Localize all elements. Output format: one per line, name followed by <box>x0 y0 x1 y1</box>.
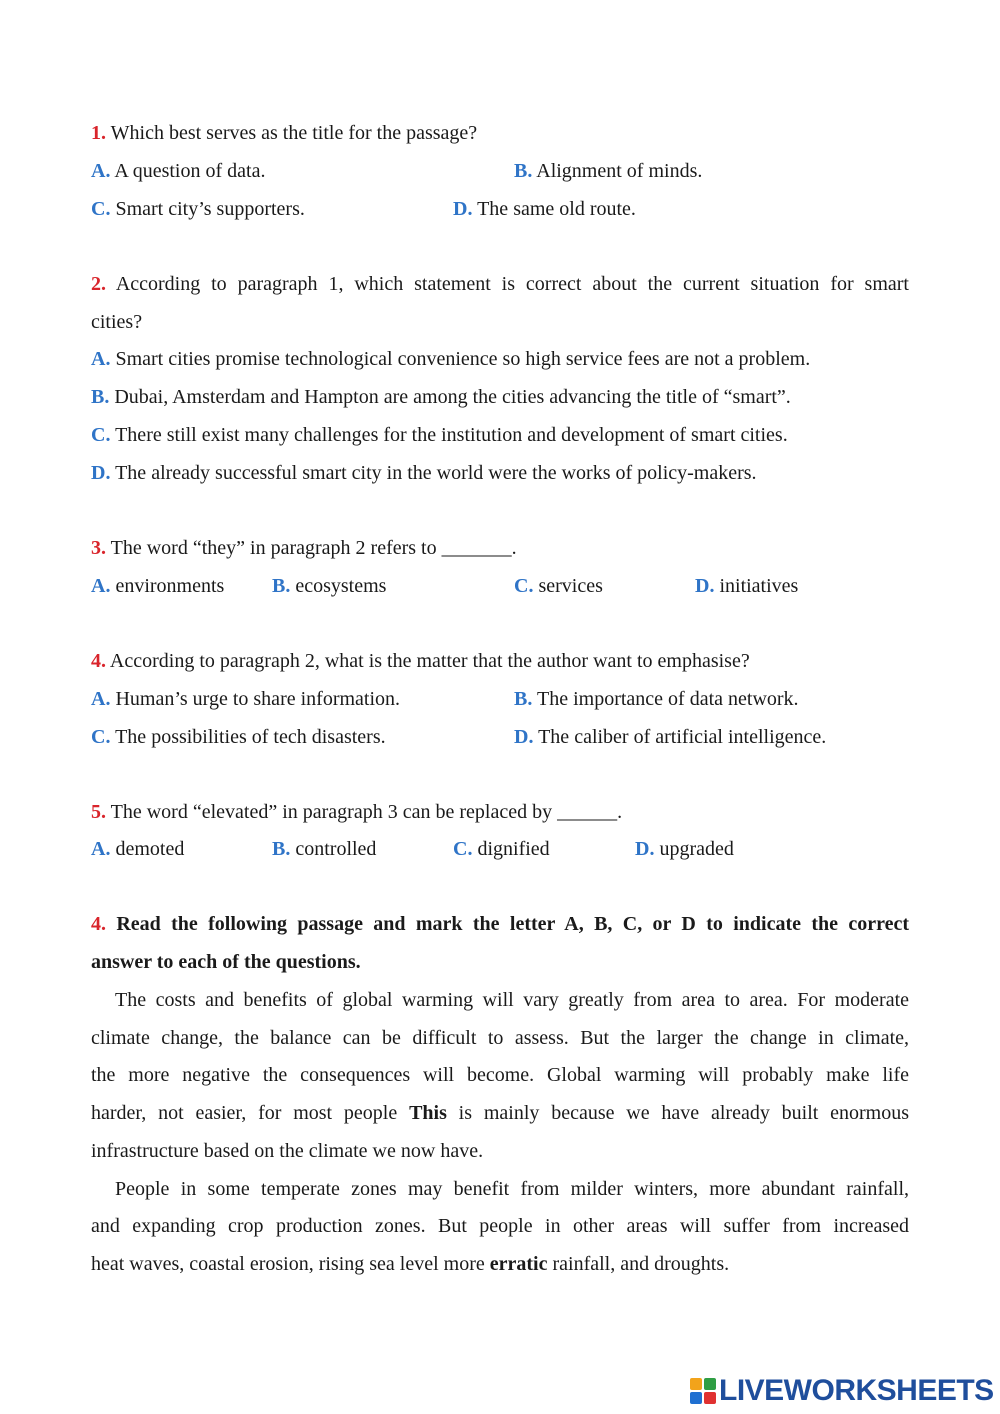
option-text: controlled <box>295 838 377 860</box>
option-text: The possibilities of tech disasters. <box>115 726 386 748</box>
q1-option-c[interactable] <box>91 198 305 221</box>
logo-square-2 <box>704 1378 716 1390</box>
section-number: 4. <box>91 913 106 935</box>
section-instruction <box>91 913 909 936</box>
q4-option-b[interactable] <box>514 688 799 711</box>
option-letter: A. <box>91 160 111 182</box>
passage-text: and expanding crop production zones. But people in other areas will suffer from increased <box>91 1215 909 1237</box>
option-letter: C. <box>91 424 111 446</box>
option-letter: B. <box>514 160 533 182</box>
passage-text: climate change, the balance can be difficult to assess. But the larger the change in climate, <box>91 1027 909 1049</box>
passage-p2-line2 <box>91 1215 909 1238</box>
logo-text: LIVEWORKSHEETS <box>719 1374 994 1407</box>
q4-option-a[interactable] <box>91 688 400 711</box>
passage-text: rainfall, and droughts. <box>547 1253 730 1275</box>
option-text: There still exist many challenges for the institution and development of smart cities. <box>115 424 788 446</box>
highlighted-word: erratic <box>489 1253 548 1275</box>
passage-p1-line3 <box>91 1064 909 1087</box>
q2-option-c[interactable] <box>91 424 788 447</box>
question-text: According to paragraph 1, which statement is correct about the current situation for smart <box>115 273 909 295</box>
question-text: The word “they” in paragraph 2 refers to _______. <box>110 537 517 559</box>
passage-p2-line3 <box>91 1253 909 1276</box>
question-number: 2. <box>91 273 106 295</box>
option-letter: C. <box>514 575 534 597</box>
option-text: Human’s urge to share information. <box>115 688 401 710</box>
q2-option-a[interactable] <box>91 348 810 371</box>
option-letter: A. <box>91 575 111 597</box>
highlighted-word: This <box>409 1102 447 1124</box>
passage-text: The costs and benefits of global warming will vary greatly from area to area. For moderate <box>115 989 909 1011</box>
q2-option-d[interactable] <box>91 462 757 485</box>
q1-option-d[interactable] <box>453 198 636 221</box>
option-text: Dubai, Amsterdam and Hampton are among the cities advancing the title of “smart”. <box>114 386 791 408</box>
option-text: The caliber of artificial intelligence. <box>538 726 827 748</box>
question-2-continued <box>91 311 909 334</box>
passage-p1-line1 <box>115 989 909 1012</box>
question-number: 3. <box>91 537 106 559</box>
option-text: services <box>538 575 603 597</box>
option-text: dignified <box>477 838 550 860</box>
question-number: 1. <box>91 122 106 144</box>
passage-text: the more negative the consequences will become. Global warming will probably make life <box>91 1064 909 1086</box>
passage-text: infrastructure based on the climate we now have. <box>91 1140 484 1162</box>
option-text: initiatives <box>719 575 799 597</box>
q5-option-d[interactable] <box>635 838 734 861</box>
passage-p1-line5 <box>91 1140 909 1163</box>
option-letter: C. <box>91 726 111 748</box>
question-text: Which best serves as the title for the passage? <box>110 122 478 144</box>
option-letter: B. <box>514 688 533 710</box>
option-text: A question of data. <box>114 160 266 182</box>
passage-p2-line1 <box>115 1178 909 1201</box>
q3-option-d[interactable] <box>695 575 798 598</box>
option-letter: B. <box>91 386 110 408</box>
passage-text: harder, not easier, for most people <box>91 1102 410 1124</box>
option-letter: B. <box>272 838 291 860</box>
passage-text: heat waves, coastal erosion, rising sea level more <box>91 1253 490 1275</box>
option-letter: D. <box>695 575 715 597</box>
logo-square-4 <box>704 1392 716 1404</box>
instruction-text: Read the following passage and mark the letter A, B, C, or D to indicate the correct <box>116 913 910 935</box>
option-letter: B. <box>272 575 291 597</box>
option-text: The importance of data network. <box>536 688 799 710</box>
question-text: According to paragraph 2, what is the matter that the author want to emphasise? <box>109 650 750 672</box>
section-instruction-continued <box>91 951 909 974</box>
option-text: Smart cities promise technological convenience so high service fees are not a problem. <box>115 348 811 370</box>
q1-option-a[interactable] <box>91 160 265 183</box>
option-letter: C. <box>91 198 111 220</box>
option-text: upgraded <box>659 838 734 860</box>
passage-p1-line2 <box>91 1027 909 1050</box>
option-text: Alignment of minds. <box>536 160 703 182</box>
option-text: environments <box>115 575 225 597</box>
question-1 <box>91 122 909 145</box>
logo-icon <box>690 1378 716 1404</box>
option-letter: A. <box>91 348 111 370</box>
question-2 <box>91 273 909 296</box>
option-letter: C. <box>453 838 473 860</box>
question-number: 5. <box>91 801 106 823</box>
q4-option-d[interactable] <box>514 726 826 749</box>
q2-option-b[interactable] <box>91 386 791 409</box>
option-letter: D. <box>91 462 111 484</box>
option-text: The already successful smart city in the world were the works of policy-makers. <box>115 462 757 484</box>
question-text: cities? <box>91 311 143 333</box>
q3-option-c[interactable] <box>514 575 603 598</box>
logo-square-1 <box>690 1378 702 1390</box>
question-4 <box>91 650 909 673</box>
question-text: The word “elevated” in paragraph 3 can be replaced by ______. <box>110 801 623 823</box>
passage-text: is mainly because we have already built enormous <box>446 1102 910 1124</box>
option-letter: A. <box>91 688 111 710</box>
q4-option-c[interactable] <box>91 726 386 749</box>
q3-option-a[interactable] <box>91 575 224 598</box>
passage-p1-line4 <box>91 1102 909 1125</box>
question-3 <box>91 537 909 560</box>
q5-option-b[interactable] <box>272 838 376 861</box>
option-text: ecosystems <box>295 575 387 597</box>
q1-option-b[interactable] <box>514 160 702 183</box>
passage-text: People in some temperate zones may benefit from milder winters, more abundant rainfall, <box>115 1178 909 1200</box>
option-letter: D. <box>514 726 534 748</box>
option-letter: D. <box>635 838 655 860</box>
logo-square-3 <box>690 1392 702 1404</box>
instruction-text: answer to each of the questions. <box>91 951 361 973</box>
q5-option-a[interactable] <box>91 838 184 861</box>
q3-option-b[interactable] <box>272 575 386 598</box>
option-letter: A. <box>91 838 111 860</box>
question-number: 4. <box>91 650 106 672</box>
option-letter: D. <box>453 198 473 220</box>
option-text: demoted <box>115 838 185 860</box>
option-text: Smart city’s supporters. <box>115 198 305 220</box>
q5-option-c[interactable] <box>453 838 550 861</box>
liveworksheets-logo <box>690 1372 994 1410</box>
question-5 <box>91 801 909 824</box>
option-text: The same old route. <box>477 198 636 220</box>
